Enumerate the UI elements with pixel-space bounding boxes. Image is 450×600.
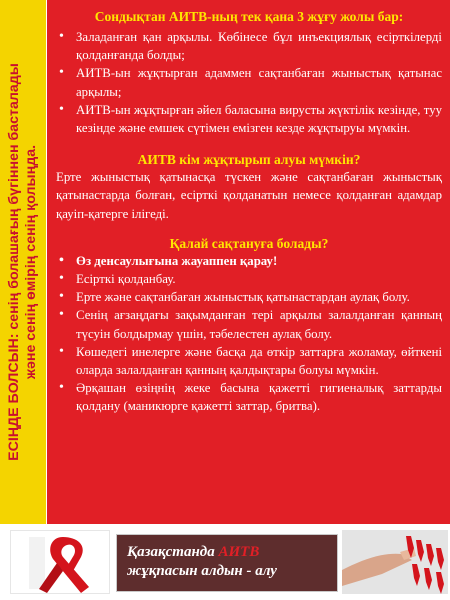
list-item: • Есірткі қолданбау. [56, 270, 442, 288]
side-banner [0, 0, 46, 524]
list-item: • АИТВ-ын жұқтырған әйел баласына вирусты жүктілік кезінде, туу кезінде және емшек сүтімен емізген кезде жұқтыруы мүмкін. [56, 101, 442, 137]
list-item: • Өз денсаулығына жауаппен қарау! [56, 252, 442, 270]
side-banner-text [1, 2, 45, 522]
slogan-prefix: Қазақстанда [127, 544, 219, 560]
list-item: • Әрқашан өзіңнің жеке басына қажетті гигиеналық заттарды қолдану (маникюрге қажетті заттар, бритва). [56, 379, 442, 415]
section3-list [56, 252, 442, 416]
side-banner-line2: және сенің өмірің сенің қолыңда. [23, 144, 39, 380]
section1-list [56, 28, 442, 137]
slogan-line2: жұқпасын алдын - алу [127, 563, 277, 579]
side-banner-line1: ЕСІҢДЕ БОЛСЫН: сенің болашағың бүгіннен басталады [6, 63, 22, 461]
slogan-accent: АИТВ [218, 544, 260, 560]
slogan-box [116, 534, 338, 592]
slogan-line1 [127, 543, 329, 562]
section1-title: Сондықтан АИТВ-ның тек қана 3 жұғу жолы бар: [94, 9, 404, 24]
section2-text: Ерте жыныстық қатынасқа түскен және сақтанбаған жыныстық қатынастарда болған, есірткі қолданатын немесе қолданған адамдар қауіп-қатерге ілігеді. [56, 170, 442, 221]
section2-title: АИТВ кім жұқтырып алуы мүмкін? [137, 152, 361, 168]
list-item: • Ерте және сақтанбаған жыныстық қатынастардан аулақ болу. [56, 288, 442, 306]
list-item: • Заладанған қан арқылы. Көбінесе бұл инъекциялық есірткілерді қолданғанда болды; [56, 28, 442, 64]
list-item: • АИТВ-ын жұқтырған адаммен сақтанбаған жыныстық қатынас арқылы; [56, 64, 442, 100]
red-ribbon-icon [10, 530, 110, 594]
list-item: • Көшедегі инелерге және басқа да өткір заттарға жоламау, өйткені оларда залалданған қанның қалдықтары болуы мүмкін. [56, 343, 442, 379]
hand-with-ribbons-photo [342, 530, 448, 594]
main-panel [47, 0, 450, 524]
section3-title: Қалай сақтануға болады? [169, 235, 329, 251]
footer-bar [0, 524, 450, 600]
list-item: • Сенің ағзаңдағы зақымданған тері арқылы залалданған қанның түсуін болдырмау үшін, тәбелестен аулақ болу. [56, 306, 442, 342]
